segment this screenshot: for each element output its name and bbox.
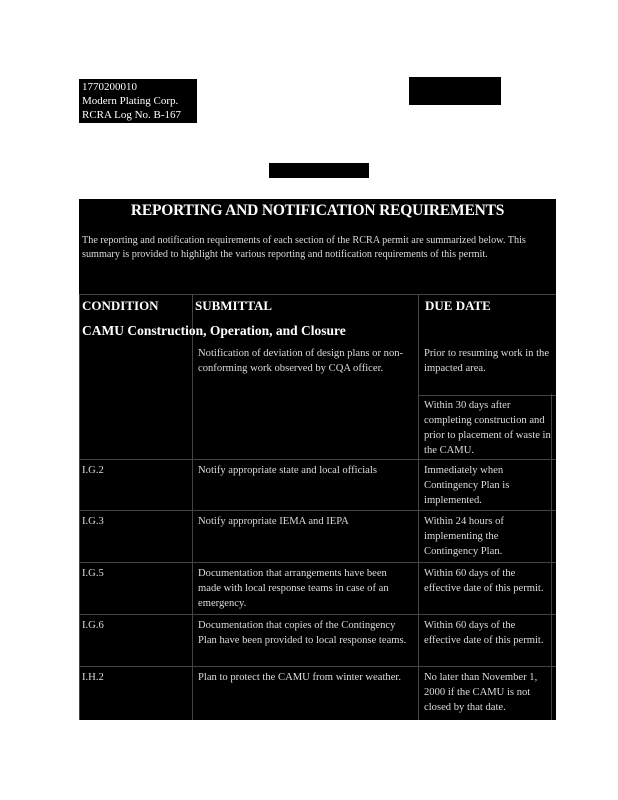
section-title: CAMU Construction, Operation, and Closure xyxy=(82,323,346,338)
condition-cell: I.G.5 xyxy=(82,568,104,579)
divider xyxy=(419,395,556,396)
divider xyxy=(79,294,556,295)
due-date-cell: Within 24 hours of implementing the Contingency Plan. xyxy=(424,516,504,557)
submittal-cell: Documentation that arrangements have been made with local response teams in case of an emergency. xyxy=(198,568,389,609)
company-name: Modern Plating Corp. xyxy=(82,95,179,107)
due-date-cell: Prior to resuming work in the impacted area. xyxy=(424,348,550,374)
divider xyxy=(79,510,556,511)
due-date-cell: Within 30 days after completing construction and prior to placement of waste in the CAMU. xyxy=(424,400,551,456)
redaction-box xyxy=(409,77,501,105)
divider xyxy=(79,294,80,720)
divider xyxy=(79,459,556,460)
due-date-cell: No later than November 1, 2000 if the CAMU is not closed by that date. xyxy=(424,672,538,713)
condition-cell: I.H.2 xyxy=(82,672,104,683)
requirements-table xyxy=(79,199,556,720)
condition-cell: I.G.2 xyxy=(82,465,104,476)
record-number: 1770200010 xyxy=(82,81,137,93)
column-header-condition: CONDITION xyxy=(82,298,159,313)
divider xyxy=(79,562,556,563)
submittal-cell: Documentation that copies of the Contingency Plan have been provided to local response teams. xyxy=(198,620,407,646)
column-header-submittal: SUBMITTAL xyxy=(195,298,273,313)
divider xyxy=(192,294,193,720)
column-header-due-date: DUE DATE xyxy=(425,298,491,313)
divider xyxy=(79,666,556,667)
page-title: REPORTING AND NOTIFICATION REQUIREMENTS xyxy=(130,202,505,219)
submittal-cell: Notify appropriate IEMA and IEPA xyxy=(198,516,349,527)
due-date-cell: Immediately when Contingency Plan is implemented. xyxy=(424,465,510,506)
submittal-cell: Plan to protect the CAMU from winter weather. xyxy=(198,672,401,683)
divider xyxy=(79,614,556,615)
log-number: RCRA Log No. B-167 xyxy=(82,109,182,121)
intro-paragraph: The reporting and notification requirements of each section of the RCRA permit are summarized below. This summary is provided to highlight the various reporting and notification requirements of this permit. xyxy=(82,235,526,260)
condition-cell: I.G.6 xyxy=(82,620,104,631)
divider xyxy=(418,294,419,720)
due-date-cell: Within 60 days of the effective date of this permit. xyxy=(424,620,544,646)
due-date-cell: Within 60 days of the effective date of this permit. xyxy=(424,568,544,594)
redaction-box xyxy=(269,163,369,178)
document-header xyxy=(79,79,197,123)
submittal-cell: Notification of deviation of design plans or non-conforming work observed by CQA officer. xyxy=(198,348,404,374)
submittal-cell: Notify appropriate state and local officials xyxy=(198,465,377,476)
condition-cell: I.G.3 xyxy=(82,516,104,527)
